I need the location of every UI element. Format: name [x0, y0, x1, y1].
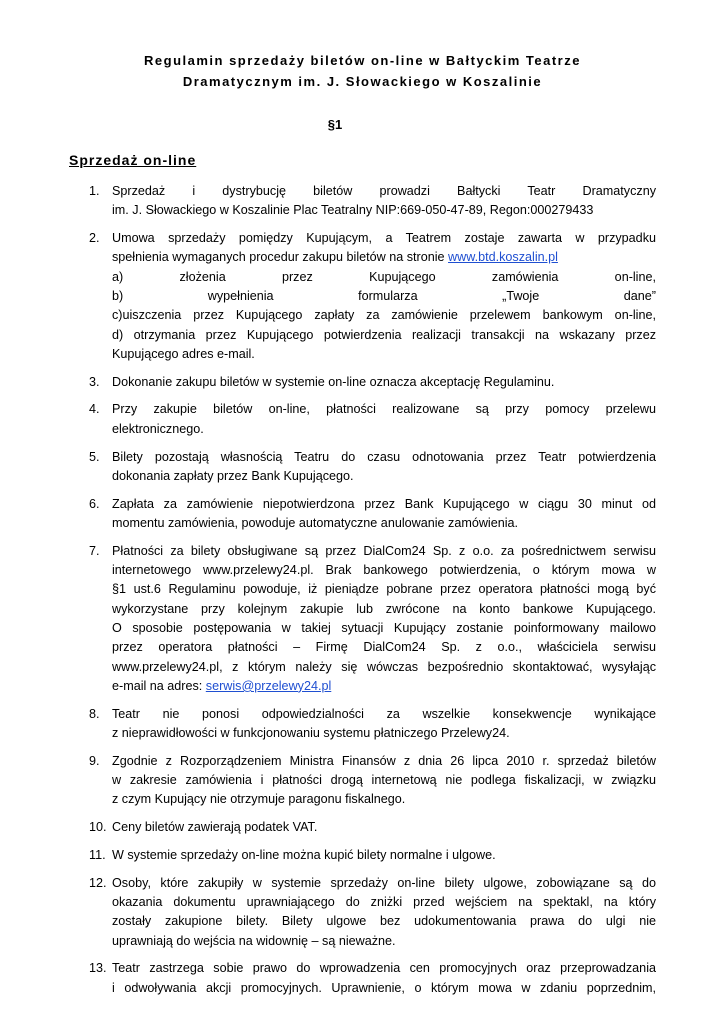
list-item-text [112, 448, 656, 487]
list-item [86, 705, 656, 744]
text-line-content: wykorzystane przy kolejnym zakupie lub zwrócone na konto bankowe Kupującego. [112, 601, 656, 616]
list-item [86, 373, 656, 392]
text-line-content: Przy zakupie biletów on-line, płatności realizowane są przy pomocy przelewu [112, 402, 656, 417]
text-line [112, 846, 656, 865]
text-line [112, 959, 656, 978]
list-item-number: 3. [89, 374, 100, 389]
list-item-number: 2. [89, 231, 100, 246]
list-item-text [112, 846, 656, 865]
text-line-content: www.przelewy24.pl, z którym należy się wówczas bezpośrednio skontaktować, wysyłając [112, 659, 656, 674]
list-item [86, 448, 656, 487]
text-line-content: Kupującego adres e-mail. [112, 346, 255, 361]
text-line [112, 345, 656, 364]
text-line-content: Teatr zastrzega sobie prawo do wprowadzenia cen promocyjnych oraz przeprowadzania [112, 961, 656, 976]
text-line-content: spełnienia wymaganych procedur zakupu biletów na stronie [112, 250, 449, 265]
text-line [112, 638, 656, 657]
text-line-content: momentu zamówienia, powoduje automatyczne anulowanie zamówienia. [112, 515, 519, 530]
list-item [86, 752, 656, 810]
list-item-number: 8. [89, 706, 100, 721]
text-line [112, 420, 656, 439]
text-line-content: z nieprawidłowości w funkcjonowaniu systemu płatniczego Przelewy24. [112, 725, 510, 740]
text-line-content: w zakresie zamówienia i płatności drogą internetową nie podlega fiskalizacji, w związku [112, 773, 656, 788]
text-line [112, 268, 656, 287]
text-line [112, 874, 656, 893]
list-item [86, 846, 656, 865]
text-line [112, 182, 656, 201]
text-line [112, 705, 656, 724]
list-item-number: 9. [89, 753, 100, 768]
document-title [60, 50, 665, 92]
text-line [112, 677, 656, 696]
list-item-text [112, 818, 656, 837]
list-item-number: 12. [89, 875, 107, 890]
paragraph-sign: §1 [327, 117, 343, 132]
list-item-text [112, 400, 656, 439]
text-line-content: Osoby, które zakupiły w systemie sprzedaży on-line bilety ulgowe, zobowiązane są do [112, 875, 656, 890]
btd-website-link[interactable]: www.btd.koszalin.pl [448, 250, 558, 265]
text-line-content: z czym Kupujący nie otrzymuje paragonu fiskalnego. [112, 792, 406, 807]
text-line [112, 771, 656, 790]
list-item-text [112, 229, 656, 364]
text-line-content: Bilety pozostają własnością Teatru do czasu odnotowania przez Teatr potwierdzenia [112, 449, 656, 464]
list-item [86, 542, 656, 696]
text-line-content: okazania dokumentu uprawniającego do zniżki przed wejściem na spektakl, na który [112, 895, 656, 909]
text-line-content: dokonania zapłaty przez Bank Kupującego. [112, 468, 354, 483]
text-line-content: a) złożenia przez Kupującego zamówienia on-line, [112, 269, 656, 284]
list-item-text [112, 959, 656, 998]
text-line [112, 790, 656, 809]
text-line [112, 893, 656, 912]
text-line [112, 495, 656, 514]
text-line [112, 912, 656, 931]
text-line-content: e-mail na adres: [112, 678, 206, 693]
text-line-content: O sposobie postępowania w takiej sytuacji Kupujący zostanie poinformowany mailowo [112, 620, 656, 635]
text-line-content: Zgodnie z Rozporządzeniem Ministra Finansów z dnia 26 lipca 2010 r. sprzedaż biletów [112, 753, 656, 768]
list-item [86, 874, 656, 951]
list-item-number: 4. [89, 402, 100, 417]
list-item-text [112, 542, 656, 696]
list-item-number: 10. [89, 820, 107, 835]
text-line [112, 818, 656, 837]
title-line-2: Dramatycznym im. J. Słowackiego w Koszalinie [182, 74, 543, 89]
list-item [86, 229, 656, 364]
text-line [112, 229, 656, 248]
regulation-list [86, 182, 656, 1006]
list-item-text [112, 705, 656, 744]
list-item [86, 400, 656, 439]
text-line [112, 752, 656, 771]
list-item [86, 495, 656, 534]
list-item-number: 7. [89, 543, 100, 558]
serwis-email-link[interactable]: serwis@przelewy24.pl [205, 678, 332, 693]
list-item-text [112, 752, 656, 810]
text-line [112, 600, 656, 619]
text-line [112, 448, 656, 467]
text-line-content: Sprzedaż i dystrybucję biletów prowadzi Bałtycki Teatr Dramatyczny [112, 184, 656, 198]
text-line-content: i odwoływania akcji promocyjnych. Uprawnienie, o którym mowa w zdaniu poprzednim, [112, 980, 656, 995]
text-line-content: c)uiszczenia przez Kupującego zapłaty za zamówienie przelewem bankowym on-line, [112, 308, 656, 323]
text-line [112, 467, 656, 486]
text-line [112, 724, 656, 743]
list-item [86, 182, 656, 221]
text-line-content: Ceny biletów zawierają podatek VAT. [112, 820, 318, 835]
text-line-content: §1 ust.6 Regulaminu powoduje, iż pieniądze pobrane przez operatora płatności mogą być [112, 582, 656, 597]
text-line-content: Zapłata za zamówienie niepotwierdzona przez Bank Kupującego w ciągu 30 minut od [112, 496, 656, 511]
section-heading: Sprzedaż on-line [69, 152, 197, 168]
list-item-text [112, 495, 656, 534]
text-line-content: im. J. Słowackiego w Koszalinie Plac Teatralny NIP:669-050-47-89, Regon:000279433 [112, 203, 594, 218]
text-line-content: W systemie sprzedaży on-line można kupić bilety normalne i ulgowe. [112, 847, 496, 862]
text-line [112, 561, 656, 580]
text-line-content: b) wypełnienia formularza „Twoje dane” [112, 288, 656, 303]
text-line [112, 932, 656, 951]
text-line [112, 542, 656, 561]
text-line [112, 306, 656, 325]
text-line [112, 201, 656, 220]
text-line-content: Dokonanie zakupu biletów w systemie on-line oznacza akceptację Regulaminu. [112, 374, 555, 389]
list-item-text [112, 182, 656, 221]
text-line [112, 979, 656, 998]
text-line-content: internetowego www.przelewy24.pl. Brak bankowego potwierdzenia, o którym mowa w [112, 563, 656, 578]
text-line [112, 248, 656, 267]
list-item-number: 5. [89, 449, 100, 464]
text-line [112, 658, 656, 677]
text-line [112, 373, 656, 392]
text-line-content: d) otrzymania przez Kupującego potwierdzenia realizacji transakcji na wskazany przez [112, 327, 656, 342]
text-line-content: Umowa sprzedaży pomiędzy Kupującym, a Teatrem zostaje zawarta w przypadku [112, 231, 656, 246]
text-line-content: elektronicznego. [112, 421, 204, 436]
text-line [112, 514, 656, 533]
list-item [86, 959, 656, 998]
list-item-number: 6. [89, 496, 100, 511]
list-item [86, 818, 656, 837]
title-line-1: Regulamin sprzedaży biletów on-line w Bałtyckim Teatrze [144, 53, 581, 68]
list-item-text [112, 874, 656, 951]
list-item-number: 1. [89, 184, 100, 198]
text-line [112, 400, 656, 419]
text-line [112, 287, 656, 306]
text-line [112, 619, 656, 638]
text-line-content: Teatr nie ponosi odpowiedzialności za wszelkie konsekwencje wynikające [112, 706, 656, 721]
text-line [112, 326, 656, 345]
text-line-content: przez operatora płatności – Firmę DialCom24 Sp. z o.o., właściciela serwisu [112, 640, 656, 655]
text-line [112, 580, 656, 599]
text-line-content: zostały zakupione bilety. Bilety ulgowe bez udokumentowania prawa do ulgi nie [112, 914, 656, 929]
list-item-number: 11. [89, 847, 106, 862]
text-line-content: uprawniają do wejścia na widownię – są nieważne. [112, 933, 396, 948]
text-line-content: Płatności za bilety obsługiwane są przez DialCom24 Sp. z o.o. za pośrednictwem serwisu [112, 543, 656, 558]
list-item-text [112, 373, 656, 392]
list-item-number: 13. [89, 961, 107, 976]
